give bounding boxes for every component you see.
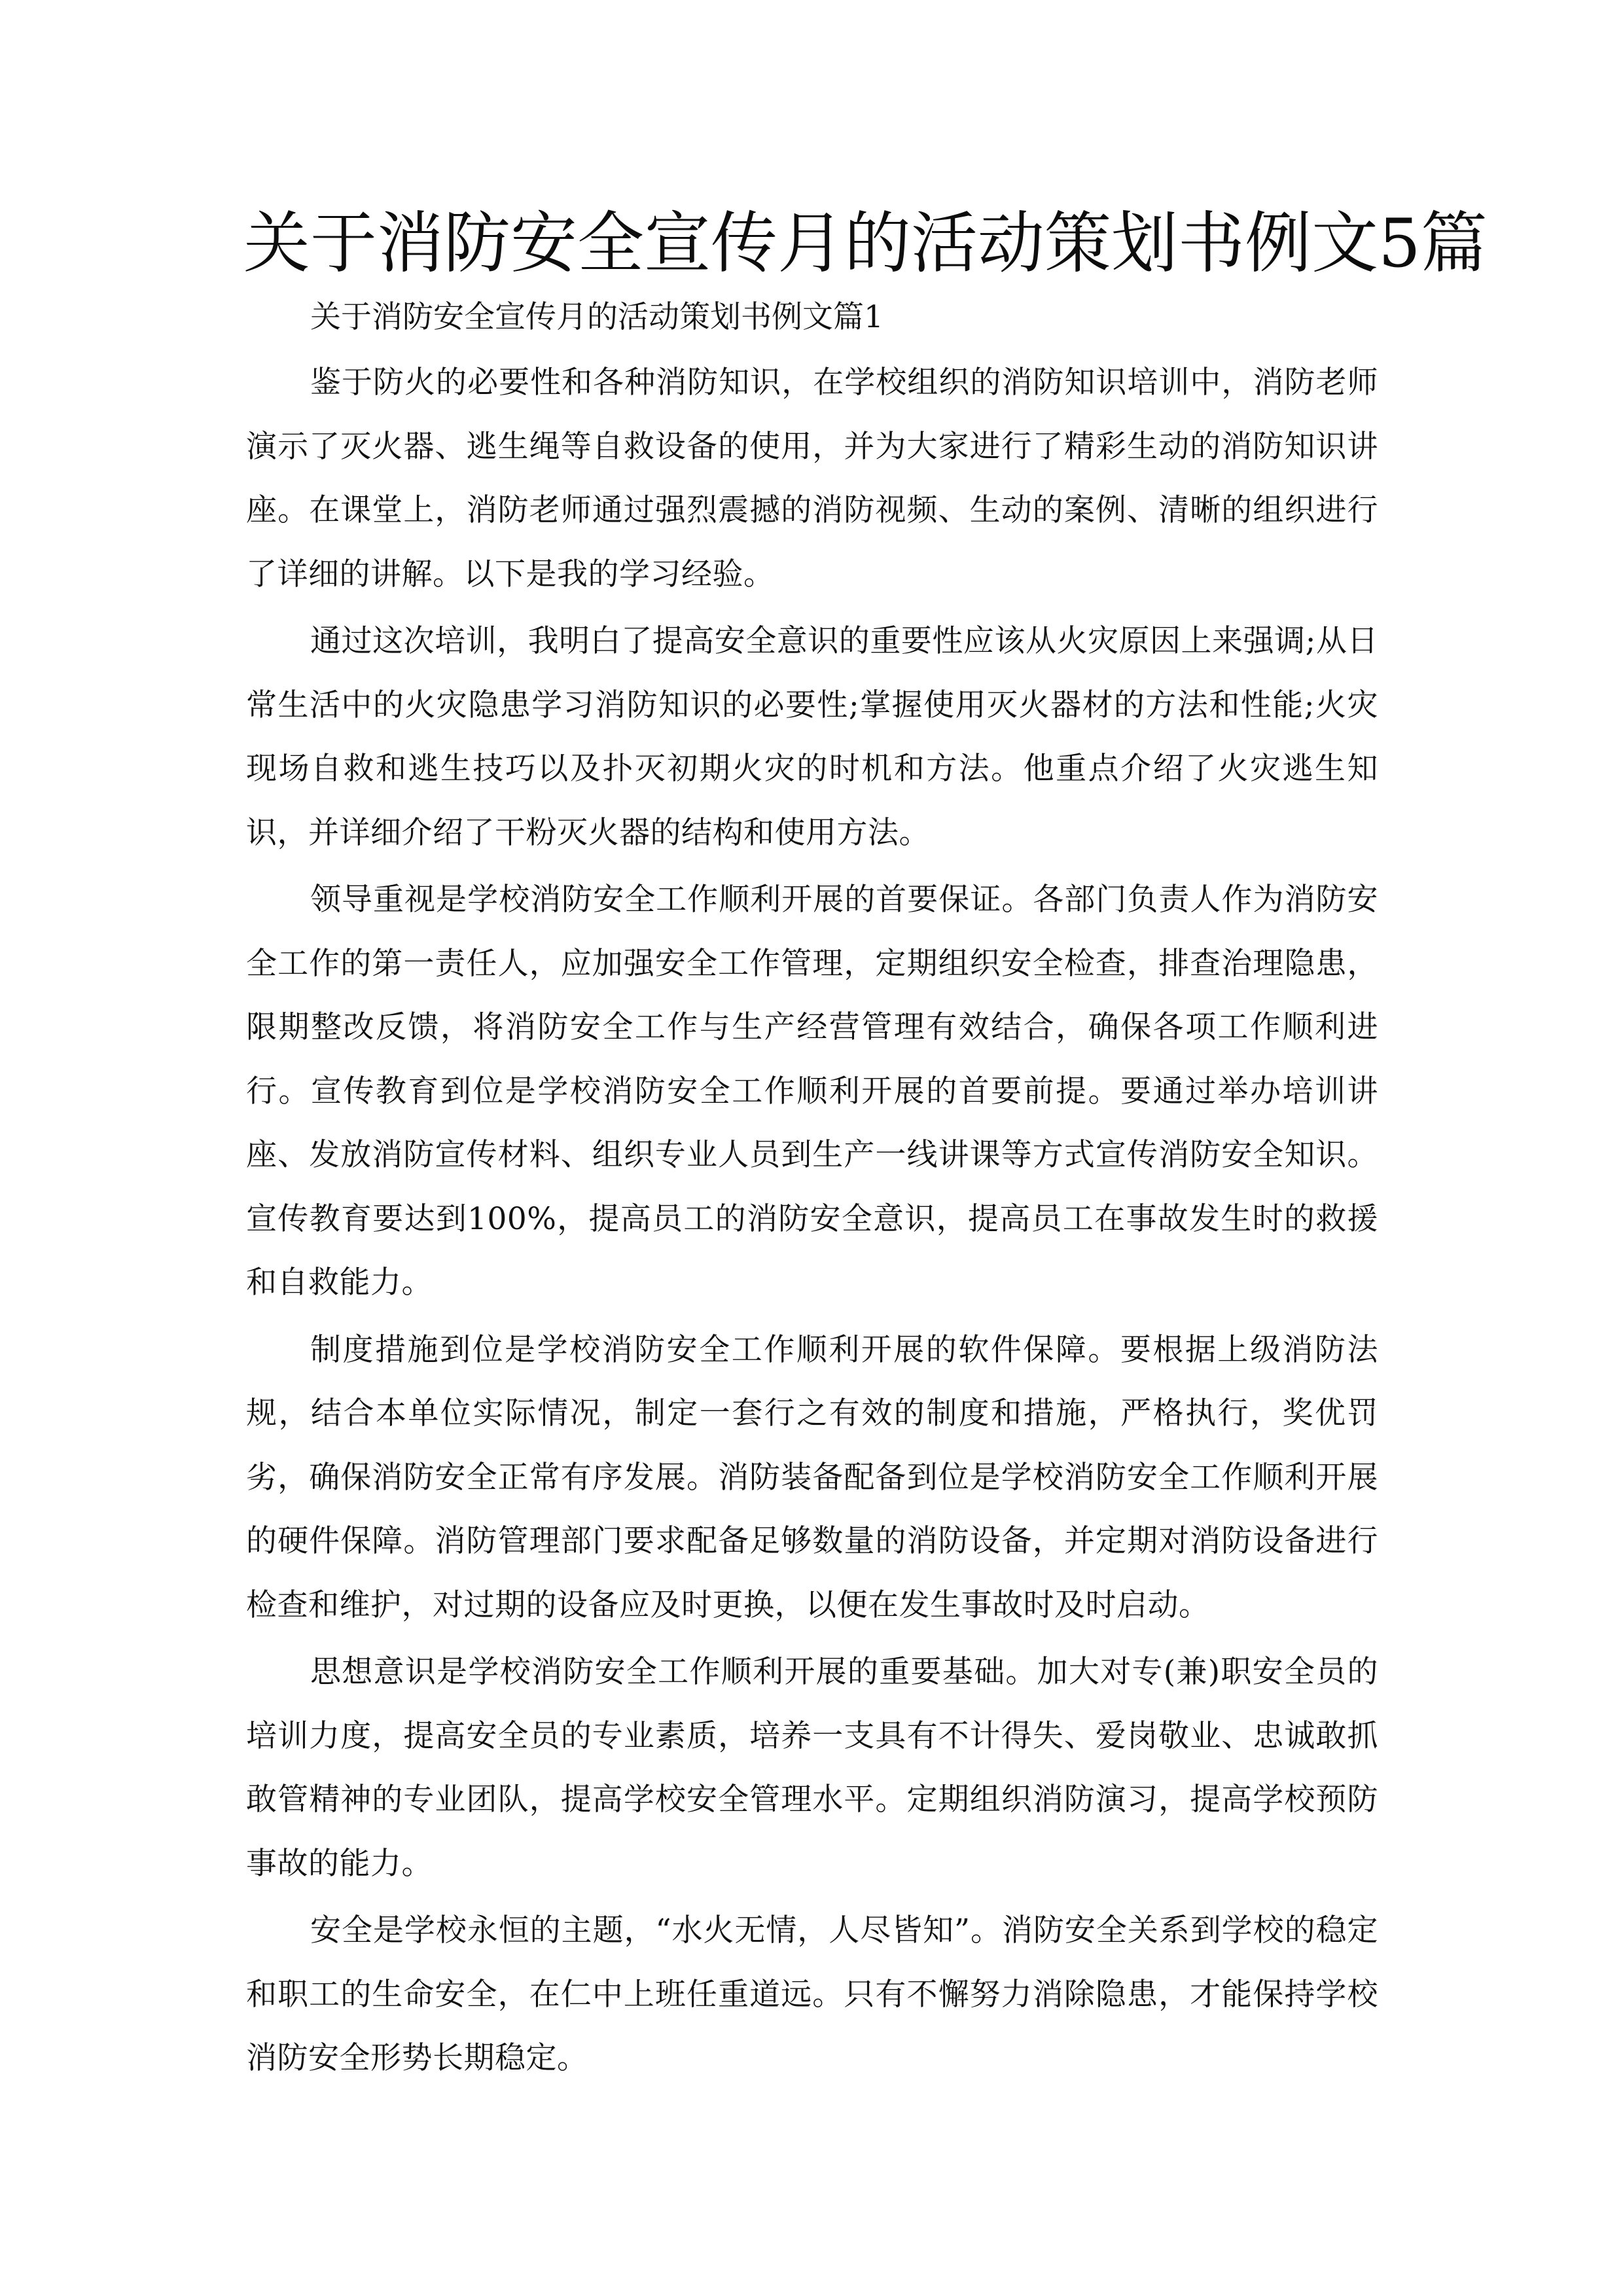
paragraph-5: 思想意识是学校消防安全工作顺利开展的重要基础。加大对专(兼)职安全员的培训力度，提高安全员的专业素质，培养一支具有不计得失、爱岗敬业、忠诚敢抓敢管精神的专业团队，提高学校安全管理水平。定期组织消防演习，提高学校预防事故的能力。 (246, 1654, 1378, 1882)
paragraph-2: 通过这次培训，我明白了提高安全意识的重要性应该从火灾原因上来强调;从日常生活中的火灾隐患学习消防知识的必要性;掌握使用灭火器材的方法和性能;火灾现场自救和逃生技巧以及扑灭初期火灾的时机和方法。他重点介绍了火灾逃生知识，并详细介绍了干粉灭火器的结构和使用方法。 (246, 623, 1378, 851)
paragraph-4: 制度措施到位是学校消防安全工作顺利开展的软件保障。要根据上级消防法规，结合本单位实际情况，制定一套行之有效的制度和措施，严格执行，奖优罚劣，确保消防安全正常有序发展。消防装备配备到位是学校消防安全工作顺利开展的硬件保障。消防管理部门要求配备足够数量的消防设备，并定期对消防设备进行检查和维护，对过期的设备应及时更换，以便在发生事故时及时启动。 (246, 1331, 1378, 1623)
document-body (246, 291, 1378, 2090)
section-subtitle: 关于消防安全宣传月的活动策划书例文篇1 (310, 299, 883, 335)
paragraph-6: 安全是学校永恒的主题，“水火无情，人尽皆知”。消防安全关系到学校的稳定和职工的生命安全，在仁中上班任重道远。只有不懈努力消除隐患，才能保持学校消防安全形势长期稳定。 (246, 1912, 1378, 2076)
paragraph-1: 鉴于防火的必要性和各种消防知识，在学校组织的消防知识培训中，消防老师演示了灭火器、逃生绳等自救设备的使用，并为大家进行了精彩生动的消防知识讲座。在课堂上，消防老师通过强烈震撼的消防视频、生动的案例、清晰的组织进行了详细的讲解。以下是我的学习经验。 (246, 365, 1378, 592)
document-title: 关于消防安全宣传月的活动策划书例文5篇 (243, 205, 1488, 283)
paragraph-3: 领导重视是学校消防安全工作顺利开展的首要保证。各部门负责人作为消防安全工作的第一责任人，应加强安全工作管理，定期组织安全检查，排查治理隐患，限期整改反馈，将消防安全工作与生产经营管理有效结合，确保各项工作顺利进行。宣传教育到位是学校消防安全工作顺利开展的首要前提。要通过举办培训讲座、发放消防宣传材料、组织专业人员到生产一线讲课等方式宣传消防安全知识。宣传教育要达到100%，提高员工的消防安全意识，提高员工在事故发生时的救援和自救能力。 (246, 882, 1378, 1300)
